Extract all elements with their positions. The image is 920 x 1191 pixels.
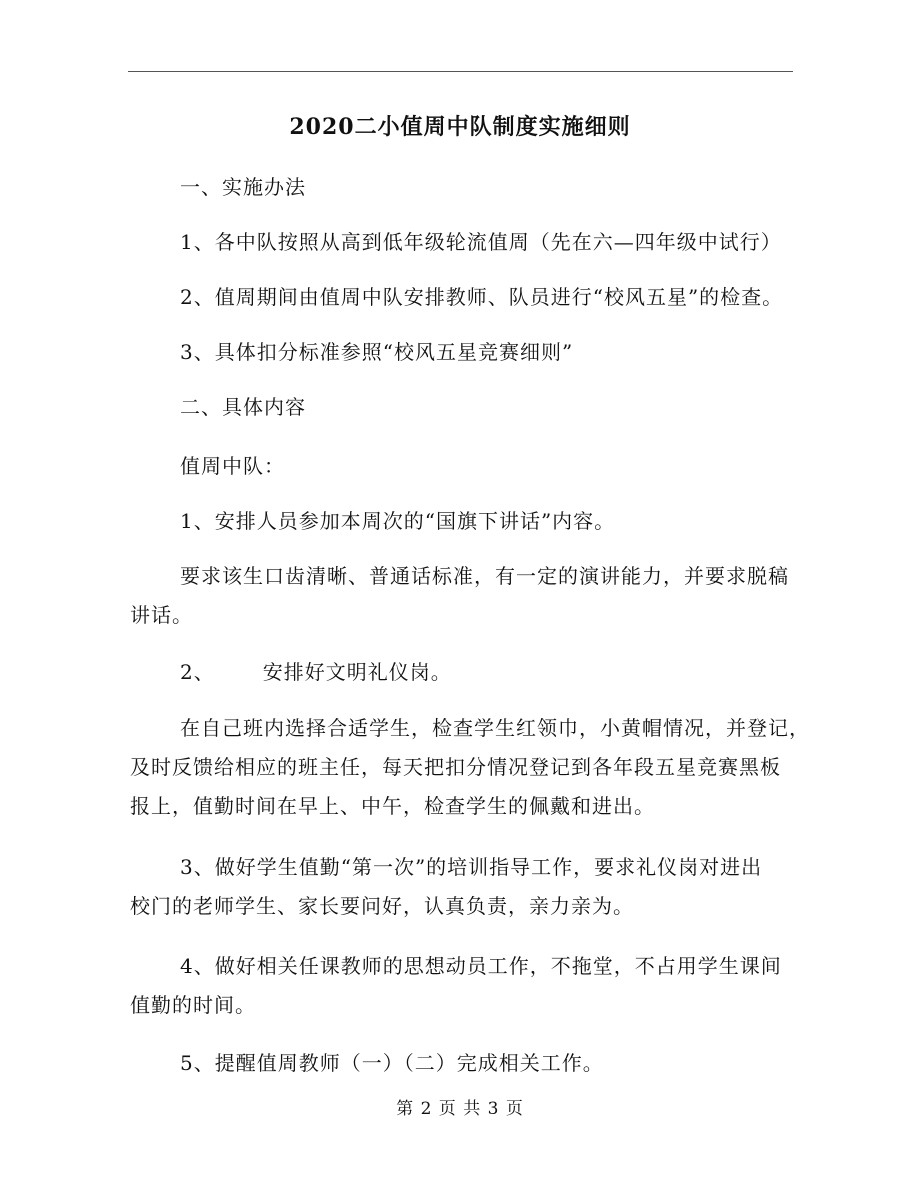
text-line: 4、做好相关任课教师的思想动员工作，不拖堂，不占用学生课间 <box>180 954 782 978</box>
paragraph-item-1: 1、安排人员参加本周次的“国旗下讲话”内容。 <box>180 509 616 533</box>
text-line: 在自己班内选择合适学生，检查学生红领巾，小黄帽情况，并登记， <box>180 716 810 740</box>
paragraph-3: 3、具体扣分标准参照“校风五星竞赛细则” <box>180 340 574 364</box>
paragraph-2: 2、值周期间由值周中队安排教师、队员进行“校风五星”的检查。 <box>180 285 784 309</box>
paragraph-item-1-detail <box>130 561 795 639</box>
section-heading-2: 二、具体内容 <box>180 395 306 419</box>
paragraph-item-5: 5、提醒值周教师（一）（二）完成相关工作。 <box>180 1051 604 1075</box>
item-number: 2、 <box>180 660 215 684</box>
text-line: 3、做好学生值勤“第一次”的培训指导工作，要求礼仪岗对进出 <box>180 855 763 879</box>
header-rule <box>128 71 793 72</box>
text-line: 值勤的时间。 <box>130 993 256 1017</box>
document-title: 2020二小值周中队制度实施细则 <box>289 114 631 140</box>
paragraph-item-4 <box>130 951 795 1029</box>
text-line: 讲话。 <box>130 603 193 627</box>
paragraph-1: 1、各中队按照从高到低年级轮流值周（先在六—四年级中试行） <box>180 230 782 254</box>
paragraph-duty-squad: 值周中队： <box>180 454 285 478</box>
paragraph-item-2-detail <box>130 713 810 830</box>
section-heading-1: 一、实施办法 <box>180 175 306 199</box>
text-line: 报上，值勤时间在早上、中午，检查学生的佩戴和进出。 <box>130 794 655 818</box>
text-line: 及时反馈给相应的班主任，每天把扣分情况登记到各年段五星竞赛黑板 <box>130 755 781 779</box>
text-line: 校门的老师学生、家长要问好，认真负责，亲力亲为。 <box>130 894 634 918</box>
page-footer: 第 2 页 共 3 页 <box>396 1099 524 1119</box>
paragraph-item-2 <box>130 657 795 687</box>
text-line: 要求该生口齿清晰、普通话标准，有一定的演讲能力，并要求脱稿 <box>180 564 789 588</box>
paragraph-item-3 <box>130 852 795 930</box>
item-text: 安排好文明礼仪岗。 <box>262 660 452 684</box>
